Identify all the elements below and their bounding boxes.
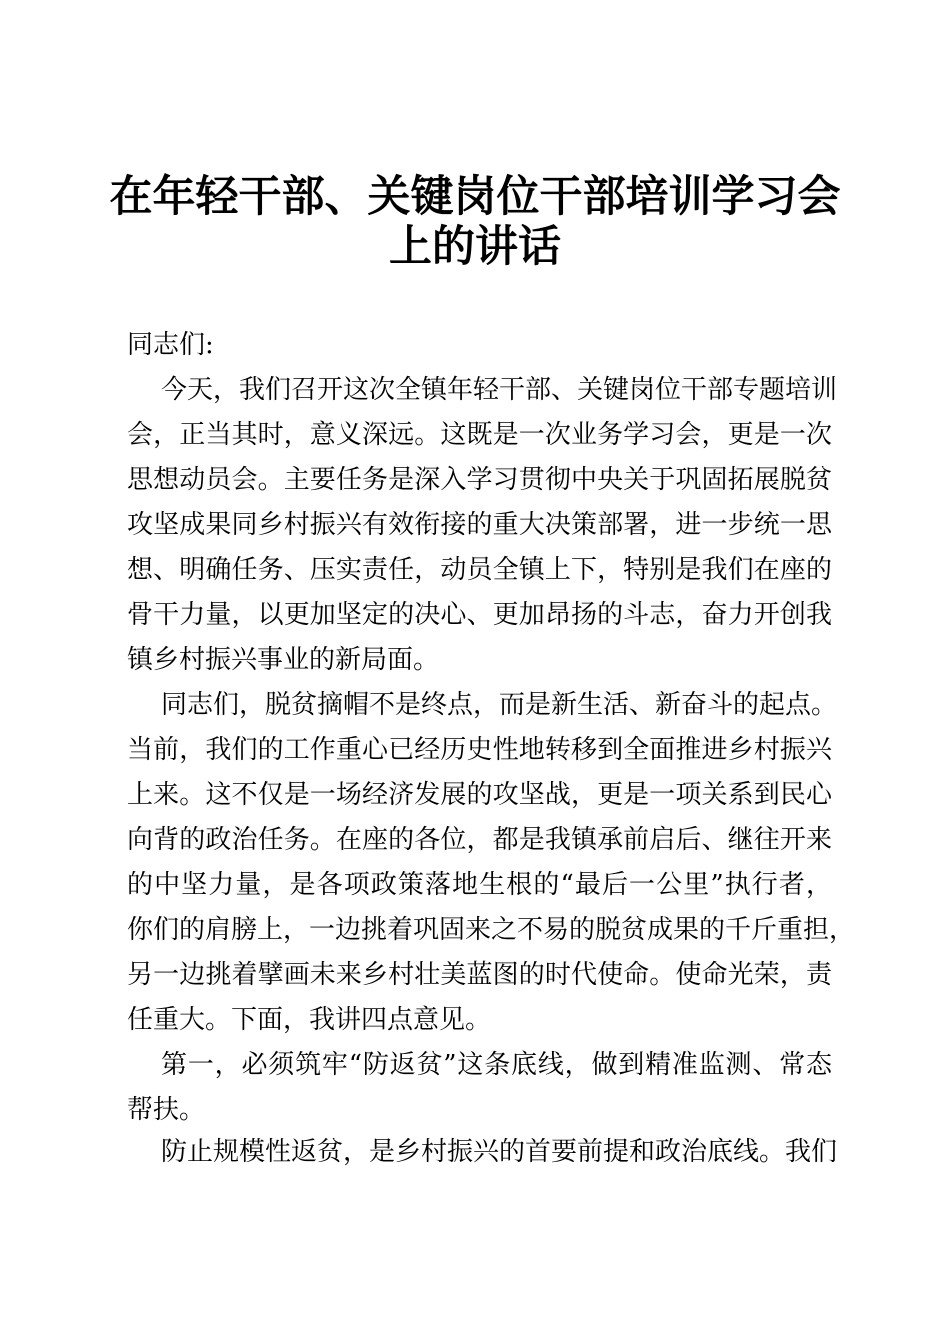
text-line: 想、明确任务、压实责任，动员全镇上下，特别是我们在座的 — [127, 555, 832, 585]
text-line: 同志们，脱贫摘帽不是终点，而是新生活、新奋斗的起点。 — [161, 690, 838, 720]
text-line: 上来。这不仅是一场经济发展的攻坚战，更是一项关系到民心 — [127, 780, 832, 810]
text-line: 攻坚成果同乡村振兴有效衔接的重大决策部署，进一步统一思 — [127, 510, 832, 540]
document-title-line-2: 上的讲话 — [389, 222, 561, 272]
text-line: 另一边挑着擘画未来乡村壮美蓝图的时代使命。使命光荣，责 — [127, 960, 832, 990]
text-line: 防止规模性返贫，是乡村振兴的首要前提和政治底线。我们 — [161, 1137, 838, 1167]
section-heading-line: 第一，必须筑牢“防返贫”这条底线，做到精准监测、常态 — [161, 1050, 832, 1080]
text-line: 任重大。下面，我讲四点意见。 — [127, 1005, 492, 1035]
text-line: 你们的肩膀上，一边挑着巩固来之不易的脱贫成果的千斤重担， — [127, 915, 856, 945]
text-line: 会，正当其时，意义深远。这既是一次业务学习会，更是一次 — [127, 420, 832, 450]
document-title-line-1: 在年轻干部、关键岗位干部培训学习会 — [109, 172, 841, 222]
text-line: 思想动员会。主要任务是深入学习贯彻中央关于巩固拓展脱贫 — [127, 465, 832, 495]
text-line: 的中坚力量，是各项政策落地生根的“最后一公里”执行者， — [127, 870, 832, 900]
text-line: 当前，我们的工作重心已经历史性地转移到全面推进乡村振兴 — [127, 735, 832, 765]
text-line: 骨干力量，以更加坚定的决心、更加昂扬的斗志，奋力开创我 — [127, 600, 832, 630]
text-line: 今天，我们召开这次全镇年轻干部、关键岗位干部专题培训 — [161, 375, 838, 405]
salutation: 同志们: — [127, 330, 214, 360]
text-line: 镇乡村振兴事业的新局面。 — [127, 645, 440, 675]
text-line: 向背的政治任务。在座的各位，都是我镇承前启后、继往开来 — [127, 825, 832, 855]
section-heading-line: 帮扶。 — [127, 1095, 206, 1125]
